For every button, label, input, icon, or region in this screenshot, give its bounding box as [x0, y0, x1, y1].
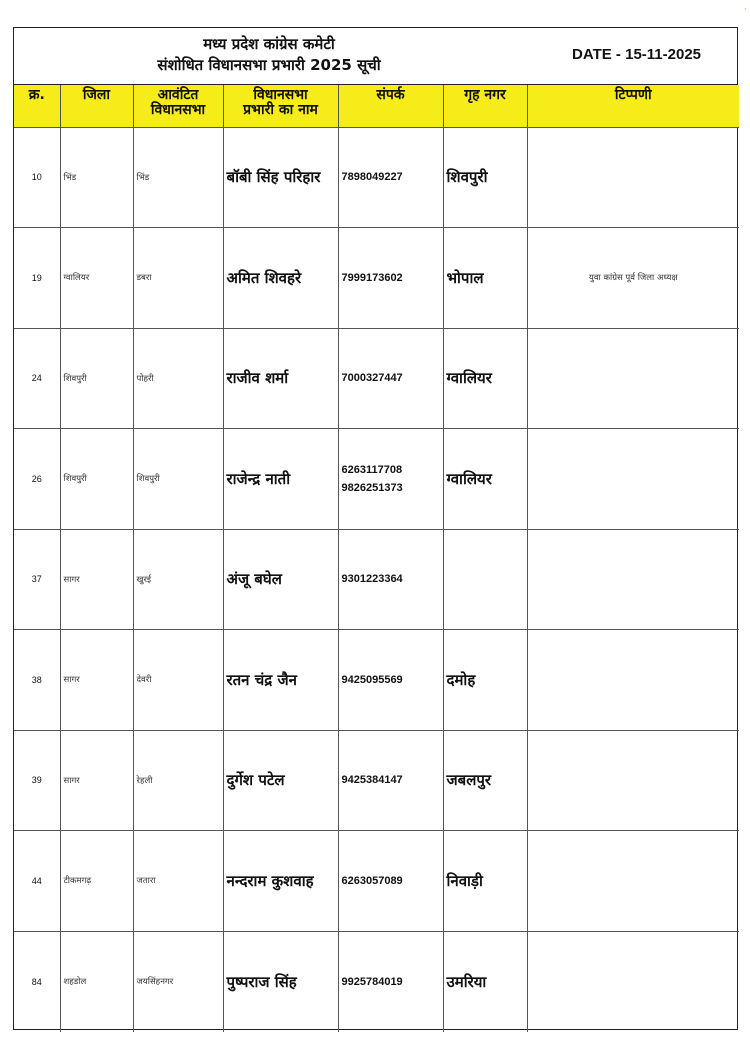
corner-mark: . [744, 2, 747, 11]
cell-incharge-name: राजेन्द्र नाती [223, 429, 338, 530]
contact-number: 6263117708 [341, 463, 403, 476]
cell-contact [338, 529, 443, 630]
cell-contact [338, 328, 443, 429]
cell-allotted-seat: भिंड [133, 127, 223, 228]
cell-incharge-name: राजीव शर्मा [223, 328, 338, 429]
contact-number: 9425095569 [341, 673, 403, 686]
cell-district: शहडोल [60, 931, 133, 1032]
cell-remarks [527, 630, 739, 731]
contact-number: 9301223364 [341, 573, 403, 586]
table-row [14, 228, 739, 329]
col-header-incharge-line1: विधानसभा [253, 87, 308, 103]
table-row [14, 931, 739, 1032]
cell-remarks [527, 429, 739, 530]
header-row [14, 85, 739, 127]
list-title: संशोधित विधानसभा प्रभारी 2025 सूची [157, 56, 381, 74]
col-header-incharge-name [223, 85, 338, 127]
cell-allotted-seat: रेहली [133, 730, 223, 831]
contact-number: 9425384147 [341, 774, 403, 787]
organization-title: मध्य प्रदेश कांग्रेस कमेटी [203, 35, 335, 53]
title-block [74, 34, 464, 76]
cell-remarks [527, 529, 739, 630]
cell-district: सागर [60, 630, 133, 731]
cell-incharge-name: नन्दराम कुशवाह [223, 831, 338, 932]
document-date: DATE - 15-11-2025 [572, 46, 701, 63]
contact-number: 7000327447 [341, 372, 403, 385]
cell-district: सागर [60, 529, 133, 630]
col-header-home-city: गृह नगर [443, 85, 527, 127]
cell-contact [338, 730, 443, 831]
incharge-table [14, 85, 739, 1032]
cell-allotted-seat: पोहरी [133, 328, 223, 429]
cell-sr: 10 [14, 127, 60, 228]
contact-number: 9925784019 [341, 975, 403, 988]
cell-incharge-name: बॉबी सिंह परिहार [223, 127, 338, 228]
cell-sr: 24 [14, 328, 60, 429]
document-sheet [13, 27, 738, 1030]
cell-home-city: निवाड़ी [443, 831, 527, 932]
col-header-allotted-line2: विधानसभा [150, 102, 206, 118]
cell-home-city [443, 529, 527, 630]
cell-district: टीकमगढ़ [60, 831, 133, 932]
table-row [14, 730, 739, 831]
cell-sr: 84 [14, 931, 60, 1032]
cell-incharge-name: पुष्पराज सिंह [223, 931, 338, 1032]
table-header [14, 85, 739, 127]
table-row [14, 127, 739, 228]
cell-sr: 39 [14, 730, 60, 831]
cell-sr: 38 [14, 630, 60, 731]
table-row [14, 429, 739, 530]
cell-home-city: ग्वालियर [443, 429, 527, 530]
cell-remarks: युवा कांग्रेस पूर्व जिला अध्यक्ष [527, 228, 739, 329]
cell-contact [338, 127, 443, 228]
table-row [14, 529, 739, 630]
contact-number: 7999173602 [341, 271, 403, 284]
cell-district: शिवपुरी [60, 429, 133, 530]
cell-home-city: भोपाल [443, 228, 527, 329]
cell-incharge-name: रतन चंद्र जैन [223, 630, 338, 731]
cell-remarks [527, 931, 739, 1032]
cell-remarks [527, 127, 739, 228]
cell-contact [338, 831, 443, 932]
table-row [14, 831, 739, 932]
cell-allotted-seat: जयसिंहनगर [133, 931, 223, 1032]
document-header [14, 28, 737, 85]
col-header-contact: संपर्क [338, 85, 443, 127]
cell-contact [338, 630, 443, 731]
cell-allotted-seat: जतारा [133, 831, 223, 932]
col-header-district: जिला [60, 85, 133, 127]
cell-home-city: उमरिया [443, 931, 527, 1032]
cell-remarks [527, 730, 739, 831]
cell-sr: 44 [14, 831, 60, 932]
cell-sr: 19 [14, 228, 60, 329]
cell-district: भिंड [60, 127, 133, 228]
cell-home-city: ग्वालियर [443, 328, 527, 429]
cell-contact [338, 931, 443, 1032]
cell-allotted-seat: डबरा [133, 228, 223, 329]
col-header-incharge-line2: प्रभारी का नाम [243, 102, 318, 118]
col-header-allotted-seat [133, 85, 223, 127]
cell-remarks [527, 831, 739, 932]
cell-sr: 26 [14, 429, 60, 530]
cell-contact [338, 429, 443, 530]
cell-incharge-name: अमित शिवहरे [223, 228, 338, 329]
contact-number: 6263057089 [341, 874, 403, 887]
contact-number: 7898049227 [341, 171, 403, 184]
cell-district: शिवपुरी [60, 328, 133, 429]
cell-allotted-seat: खुरई [133, 529, 223, 630]
table-body [14, 127, 739, 1032]
cell-district: ग्वालियर [60, 228, 133, 329]
col-header-sr: क्र. [14, 85, 60, 127]
col-header-remarks: टिप्पणी [527, 85, 739, 127]
contact-number-alt: 9826251373 [341, 481, 403, 494]
cell-incharge-name: दुर्गेश पटेल [223, 730, 338, 831]
cell-contact [338, 228, 443, 329]
cell-home-city: शिवपुरी [443, 127, 527, 228]
cell-sr: 37 [14, 529, 60, 630]
table-row [14, 630, 739, 731]
cell-home-city: दमोह [443, 630, 527, 731]
cell-allotted-seat: देवरी [133, 630, 223, 731]
cell-incharge-name: अंजू बघेल [223, 529, 338, 630]
col-header-allotted-line1: आवंटित [157, 87, 199, 103]
cell-remarks [527, 328, 739, 429]
table-row [14, 328, 739, 429]
cell-allotted-seat: शिवपुरी [133, 429, 223, 530]
cell-home-city: जबलपुर [443, 730, 527, 831]
cell-district: सागर [60, 730, 133, 831]
